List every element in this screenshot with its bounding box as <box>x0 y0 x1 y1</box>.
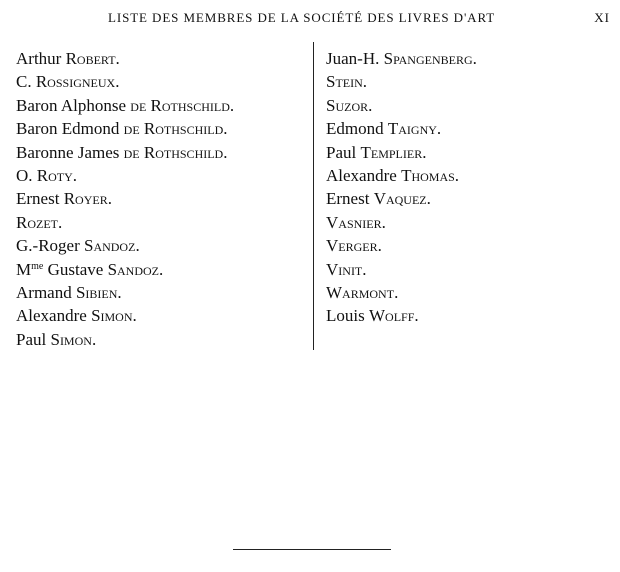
entry-period: . <box>115 49 120 68</box>
member-surname: Spangenberg <box>383 49 473 68</box>
member-surname: de Rothschild <box>123 119 224 139</box>
member-entry <box>326 117 616 140</box>
member-surname: Robert <box>65 49 116 68</box>
member-surname: Warmont <box>326 282 395 302</box>
member-surname: Stein <box>326 72 363 92</box>
member-list-right-column <box>326 47 616 328</box>
entry-period: . <box>223 119 228 139</box>
member-entry <box>326 70 616 93</box>
member-surname: Suzor <box>326 95 369 115</box>
entry-period: . <box>436 119 442 139</box>
member-given-name: O. <box>16 165 37 185</box>
member-given-name: Baron Alphonse <box>16 95 131 115</box>
member-given-name: Baron Edmond <box>16 119 124 139</box>
member-given-name: C. <box>16 72 36 92</box>
member-entry <box>16 234 312 257</box>
member-entry <box>16 94 312 117</box>
entry-period: . <box>117 282 122 302</box>
member-entry <box>16 304 312 327</box>
member-given-name: Baronne James <box>16 142 124 162</box>
member-given-name: Juan-H. <box>326 49 384 68</box>
member-surname: Wolff <box>368 306 415 326</box>
member-given-name: Armand <box>16 282 76 302</box>
member-surname: Roty <box>36 165 73 185</box>
entry-period: . <box>362 259 367 279</box>
entry-period: . <box>159 259 164 279</box>
entry-period: . <box>377 236 382 256</box>
member-title: M <box>16 259 32 279</box>
entry-period: . <box>394 282 399 302</box>
member-entry <box>326 141 616 164</box>
entry-period: . <box>229 95 235 115</box>
member-entry <box>16 281 312 304</box>
column-divider-rule <box>313 42 314 350</box>
member-surname: Sandoz <box>83 236 136 256</box>
member-surname: Rozet <box>16 212 58 232</box>
entry-period: . <box>422 142 427 162</box>
member-given-name: Ernest <box>326 189 374 209</box>
entry-period: . <box>107 189 112 209</box>
member-entry <box>326 304 616 327</box>
entry-period: . <box>132 306 137 326</box>
member-entry <box>16 141 312 164</box>
member-entry <box>326 211 616 234</box>
entry-period: . <box>381 212 386 232</box>
member-entry <box>326 164 616 187</box>
member-given-name: Alexandre <box>16 306 92 326</box>
member-surname: Thomas <box>401 165 455 185</box>
entry-period: . <box>115 72 120 92</box>
member-entry <box>16 70 312 93</box>
member-surname: Rossigneux <box>35 72 116 92</box>
member-surname: Templier <box>360 142 423 162</box>
entry-period: . <box>91 329 97 349</box>
member-surname: Simon <box>50 329 92 349</box>
member-given-name: Alexandre <box>326 165 402 185</box>
member-entry <box>16 117 312 140</box>
running-head <box>0 10 620 30</box>
entry-period: . <box>472 49 477 68</box>
entry-period: . <box>223 142 228 162</box>
member-given-name: Gustave <box>43 259 108 279</box>
running-title: LISTE DES MEMBRES DE LA SOCIÉTÉ DES LIVRES D'ART <box>108 10 496 25</box>
member-list-left-column <box>16 47 312 351</box>
member-entry <box>326 281 616 304</box>
member-entry <box>326 94 616 117</box>
entry-period: . <box>135 236 140 256</box>
member-given-name: Edmond <box>326 119 388 139</box>
member-surname: Verger <box>326 236 378 256</box>
member-surname: Sibien <box>75 282 118 302</box>
member-entry <box>16 328 312 351</box>
member-given-name: Paul <box>16 329 51 349</box>
entry-period: . <box>426 189 431 209</box>
member-entry <box>16 47 312 70</box>
member-given-name: Paul <box>326 142 361 162</box>
entry-period: . <box>368 95 373 115</box>
member-entry <box>16 164 312 187</box>
member-surname: de Rothschild <box>130 95 230 115</box>
member-entry <box>326 258 616 281</box>
member-surname: Taigny <box>387 119 437 139</box>
page-number: XI <box>594 10 610 25</box>
member-surname: Royer <box>63 189 108 209</box>
member-surname: de Rothschild <box>123 142 224 162</box>
member-surname: Vasnier <box>326 212 382 232</box>
member-entry <box>326 47 616 70</box>
entry-period: . <box>414 306 419 326</box>
member-surname: Sandoz <box>107 259 160 279</box>
member-entry <box>16 211 312 234</box>
member-entry <box>326 234 616 257</box>
closing-rule <box>233 549 391 550</box>
entry-period: . <box>454 165 460 185</box>
member-given-name: Louis <box>326 306 369 326</box>
member-given-name: Arthur <box>16 49 66 68</box>
member-entry <box>16 258 312 281</box>
member-surname: Simon <box>91 306 133 326</box>
member-entry <box>326 187 616 210</box>
member-given-name: G.-Roger <box>16 236 84 256</box>
member-surname: Vinit <box>326 259 363 279</box>
member-title-superscript: me <box>31 260 44 272</box>
member-entry <box>16 187 312 210</box>
entry-period: . <box>72 165 78 185</box>
member-given-name: Ernest <box>16 189 64 209</box>
member-surname: Vaquez <box>373 189 427 209</box>
entry-period: . <box>58 212 63 232</box>
entry-period: . <box>362 72 368 92</box>
